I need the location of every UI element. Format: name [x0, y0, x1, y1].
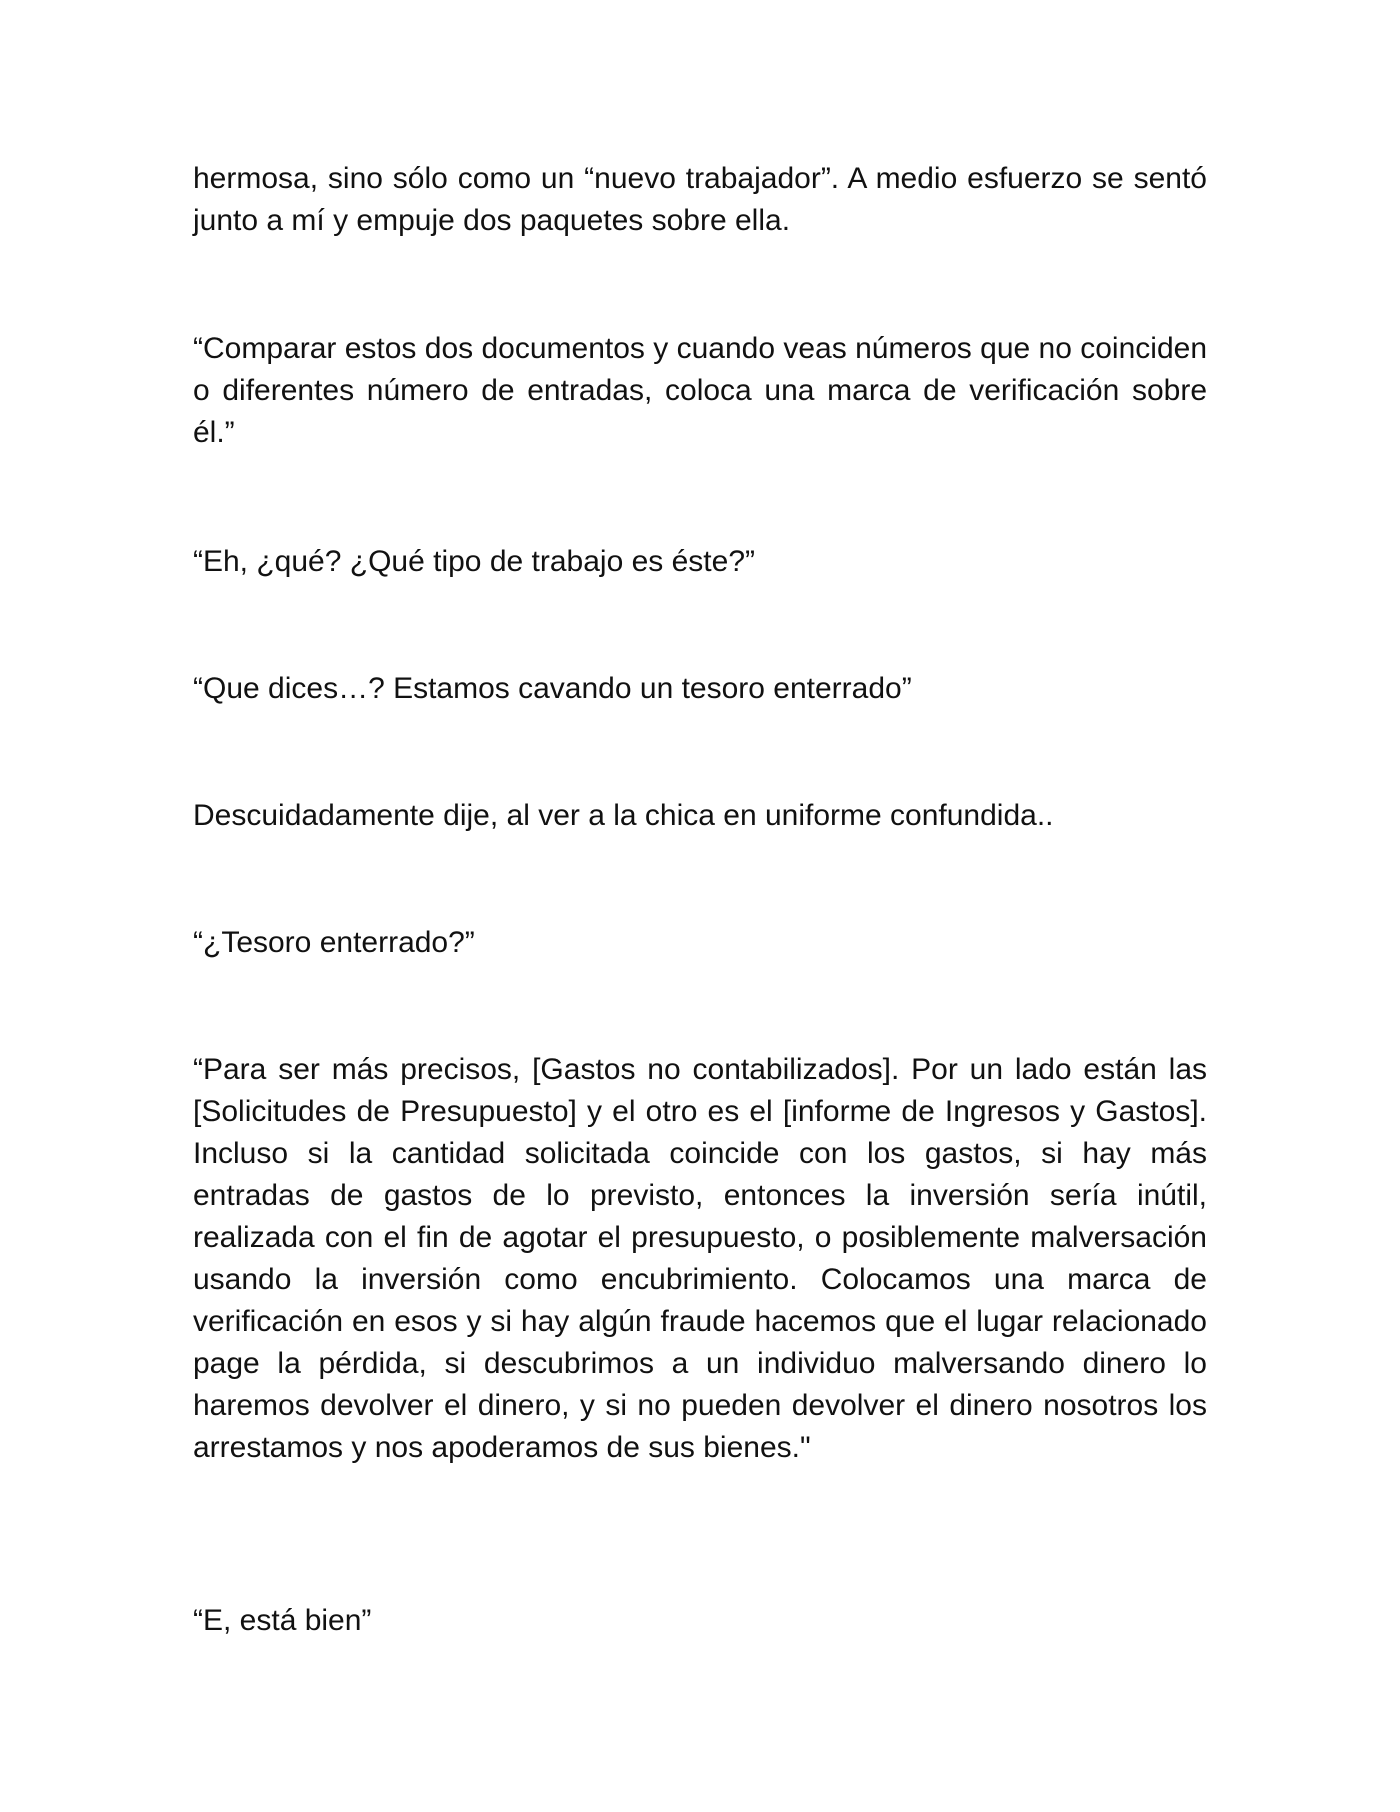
paragraph-8: “E, está bien” — [193, 1604, 372, 1637]
paragraph-5: Descuidadamente dije, al ver a la chica en uniforme confundida.. — [193, 799, 1054, 832]
paragraph-3: “Eh, ¿qué? ¿Qué tipo de trabajo es éste?” — [193, 545, 755, 578]
paragraph-1: hermosa, sino sólo como un “nuevo trabajador”. A medio esfuerzo se sentó junto a mí y empuje dos paquetes sobre ella. — [193, 162, 1207, 237]
paragraph-2: “Comparar estos dos documentos y cuando veas números que no coinciden o diferentes número de entradas, coloca una marca de verificación sobre él.” — [193, 332, 1207, 449]
paragraph-7: “Para ser más precisos, [Gastos no contabilizados]. Por un lado están las [Solicitudes de Presupuesto] y el otro es el [informe de Ingresos y Gastos]. Incluso si la cantidad solicitada coincide con los gastos, si hay más entradas de gastos de lo previsto, entonces la inversión sería inútil, realizada con el fin de agotar el presupuesto, o posiblemente malversación usando la inversión como encubrimiento. Colocamos una marca de verificación en esos y si hay algún fraude hacemos que el lugar relacionado page la pérdida, si descubrimos a un individuo malversando dinero lo haremos devolver el dinero, y si no pueden devolver el dinero nosotros los arrestamos y nos apoderamos de sus bienes." — [193, 1053, 1207, 1464]
paragraph-6: “¿Tesoro enterrado?” — [193, 926, 475, 959]
paragraph-4: “Que dices…? Estamos cavando un tesoro enterrado” — [193, 672, 912, 705]
